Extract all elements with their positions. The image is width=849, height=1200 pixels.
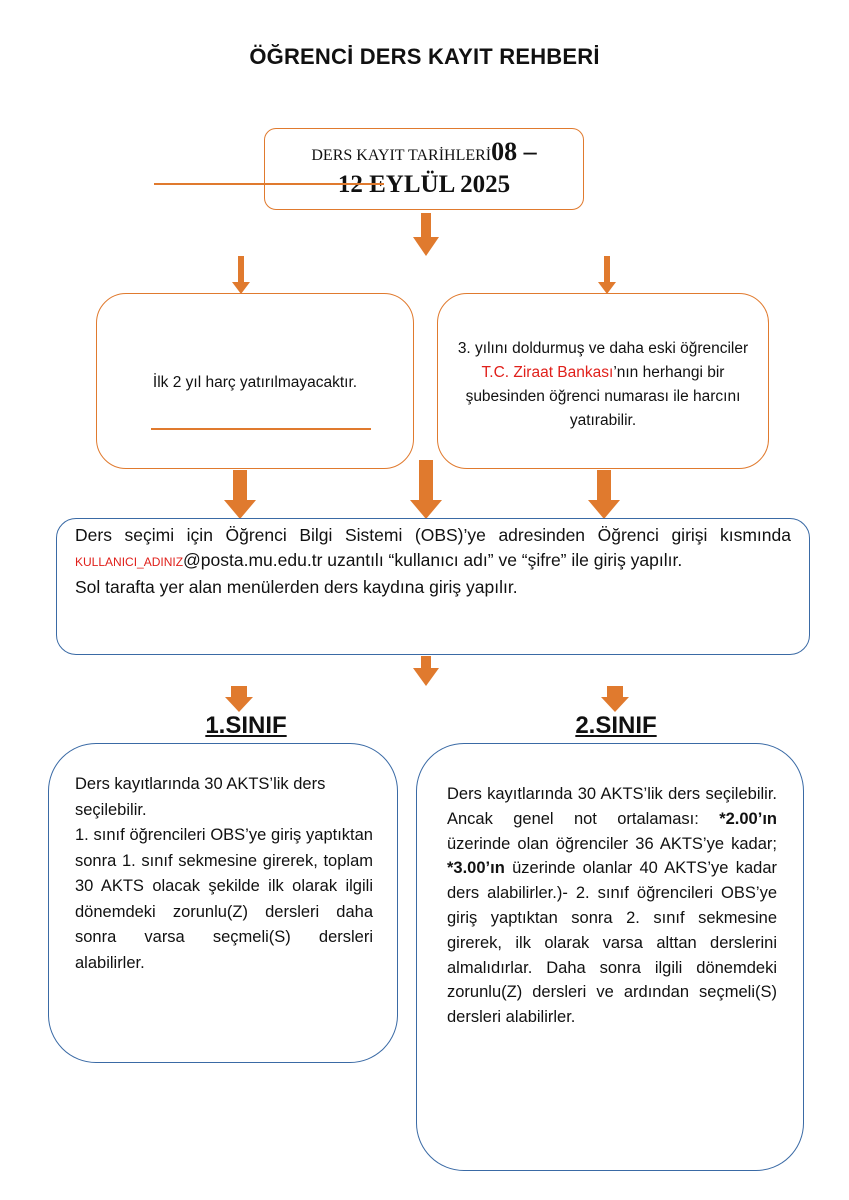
class1-box — [48, 743, 398, 1063]
gpa-threshold-2: *3.00’ın — [447, 859, 505, 878]
fee-payment-text: 3. yılını doldurmuş ve daha eski öğrenciler T.C. Ziraat Bankası’nın herhangi bir şubesinden öğrenci numarası ile harcını yatırabilir. — [457, 340, 749, 429]
page-title: ÖĞRENCİ DERS KAYIT REHBERİ — [249, 44, 600, 69]
gpa-threshold-1: *2.00’ın — [719, 809, 777, 828]
obs-login-instructions: Ders seçimi için Öğrenci Bilgi Sistemi (OBS)’ye adresinden Öğrenci girişi kısmında KULLANICI_ADINIZ@posta.mu.edu.tr uzantılı “kullanıcı adı” ve “şifre” ile giriş yapılır. — [75, 525, 791, 570]
class2-heading: 2.SINIF — [575, 712, 657, 739]
class2-instructions: Ders kayıtlarında 30 AKTS’lik ders seçilebilir. Ancak genel not ortalaması: *2.00’ın üzerinde olan öğrenciler 36 AKTS’ye kadar; *3.00’ın üzerinde olanlar 40 AKTS’ye kadar ders alabilirler.)- 2. sınıf öğrencileri OBS’ye giriş yaptıktan sonra 2. sınıf sekmesine girerek, ilk olarak varsa alttan derslerini almalıdırlar. Daha sonra ilgili dönemdeki zorunlu(Z) dersleri ve ardından seçmeli(S) dersleri alabilirler. — [447, 785, 777, 1027]
date-start: 08 – — [491, 137, 537, 166]
class1-akts-text: Ders kayıtlarında 30 AKTS’lik ders seçilebilir. — [75, 775, 326, 819]
class2-box — [416, 743, 804, 1171]
senior-fee-box — [437, 293, 769, 469]
username-placeholder: KULLANICI_ADINIZ — [75, 555, 184, 569]
menu-instructions: Sol tarafta yer alan menülerden ders kaydına giriş yapılır. — [75, 577, 518, 597]
class1-instructions: 1. sınıf öğrencileri OBS’ye giriş yaptıktan sonra 1. sınıf sekmesine girerek, toplam 30 AKTS olacak şekilde ilk olarak ilgili dönemdeki zorunlu(Z) dersleri daha sonra varsa seçmeli(S) dersleri alabilirler. — [75, 826, 373, 972]
obs-login-box — [56, 518, 810, 655]
bank-name: T.C. Ziraat Bankası — [481, 364, 614, 381]
class1-heading: 1.SINIF — [205, 712, 287, 739]
date-label: DERS KAYIT TARİHLERİ — [311, 147, 492, 164]
divider — [151, 428, 371, 430]
fee-waiver-text: İlk 2 yıl harç yatırılmayacaktır. — [152, 374, 358, 391]
first-years-fee-box — [96, 293, 414, 469]
date-range-end: 12 EYLÜL 2025 — [337, 171, 511, 198]
